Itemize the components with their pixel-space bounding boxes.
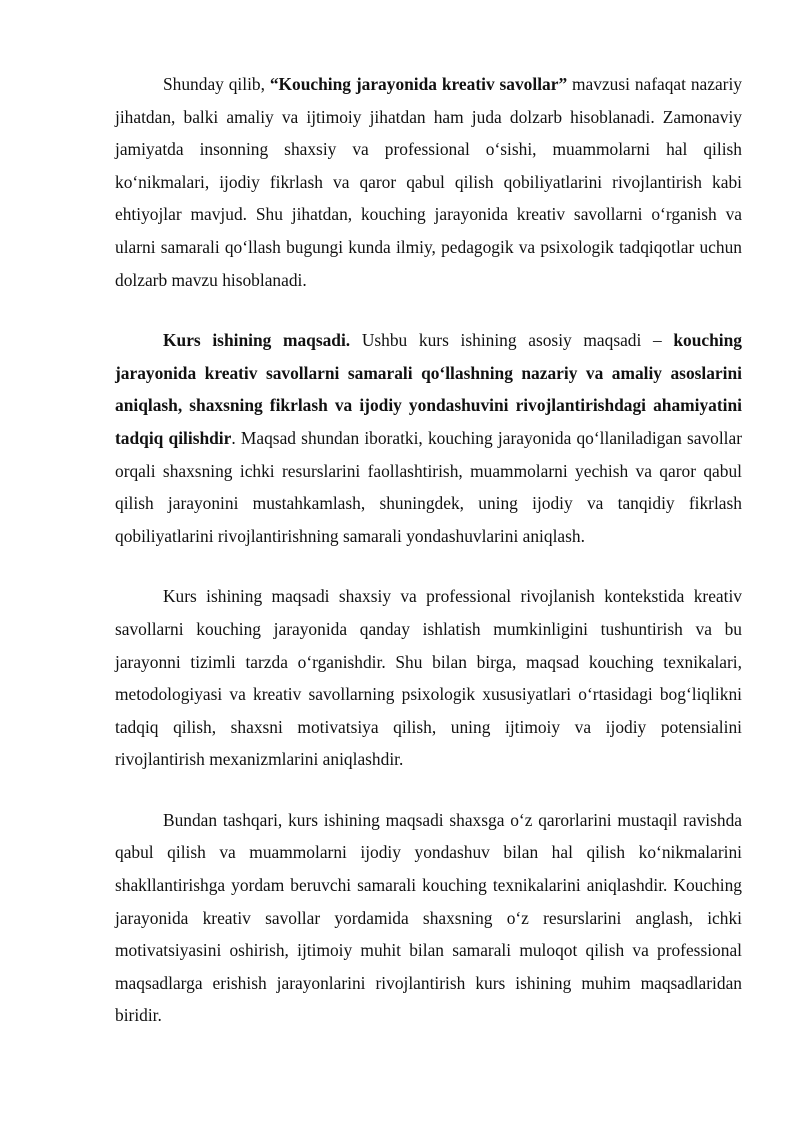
paragraph-text: mavzusi nafaqat nazariy jihatdan, balki amaliy va ijtimoiy jihatdan ham juda dolzarb hisoblanadi. Zamonaviy jamiyatda insonning shaxsiy va professional o‘sishi, muammolarni hal qilish ko‘nikmalari, ijodiy fikrlash va qaror qabul qilish qobiliyatlarini rivojlantirish kabi ehtiyojlar mavjud. Shu jihatdan, kouching jarayonida kreativ savollarni o‘rganish va ularni samarali qo‘llash bugungi kunda ilmiy, pedagogik va psixologik tadqiqotlar uchun dolzarb mavzu hisoblanadi. xyxy=(115,74,743,290)
paragraph-text: Kurs ishining maqsadi shaxsiy va professional rivojlanish kontekstida kreativ savollarni kouching jarayonida qanday ishlatish mumkinligini tushuntirish va bu jarayonni tizimli tarzda o‘rganishdir. Shu bilan birga, maqsad kouching texnikalari, metodologiyasi va kreativ savollarning psixologik xususiyatlari o‘rtasidagi bog‘liqlikni tadqiq qilish, shaxsni motivatsiya qilish, uning ijtimoiy va ijodiy potensialini rivojlantirish mexanizmlarini aniqlashdir. xyxy=(115,586,742,770)
goal-statement-bold: kouching jarayonida kreativ savollarni samarali qo‘llashning nazariy va amaliy asoslarini aniqlash, shaxsning fikrlash va ijodiy yondashuvini rivojlantirishdagi ahamiyatini tadqiq qilishdir xyxy=(115,330,743,448)
paragraph-goal-additional xyxy=(115,804,742,1032)
section-heading-inline: Kurs ishining maqsadi. xyxy=(163,330,351,351)
paragraph-text: Ushbu kurs ishining asosiy maqsadi – xyxy=(350,330,674,351)
paragraph-text: Shunday qilib, xyxy=(163,74,270,94)
topic-title-bold: “Kouching jarayonida kreativ savollar” xyxy=(269,74,568,94)
paragraph-text: . Maqsad shundan iboratki, kouching jarayonida qo‘llaniladigan savollar orqali shaxsning ichki resurslarini faollashtirish, muammolarni yechish va qaror qabul qilish jarayonini mustahkamlash, shuningdek, uning ijodiy va tanqidiy fikrlash qobiliyatlarini rivojlantirishning samarali yondashuvlarini aniqlash. xyxy=(115,427,743,546)
paragraph-text: Bundan tashqari, kurs ishining maqsadi shaxsga o‘z qarorlarini mustaqil ravishda qabul qilish va muammolarni ijodiy yondashuv bilan hal qilish ko‘nikmalarini shakllantirishga yordam beruvchi samarali kouching texnikalarini aniqlashdir. Kouching jarayonida kreativ savollar yordamida shaxsning o‘z resurslarini anglash, ichki motivatsiyasini oshirish, ijtimoiy muhit bilan samarali muloqot qilish va professional maqsadlarga erishish jarayonlarini rivojlantirish kurs ishining muhim maqsadlaridan biridir. xyxy=(115,809,742,1026)
paragraph-goal-context xyxy=(115,580,742,776)
paragraph-conclusion xyxy=(115,68,742,296)
paragraph-course-goal xyxy=(115,324,742,552)
